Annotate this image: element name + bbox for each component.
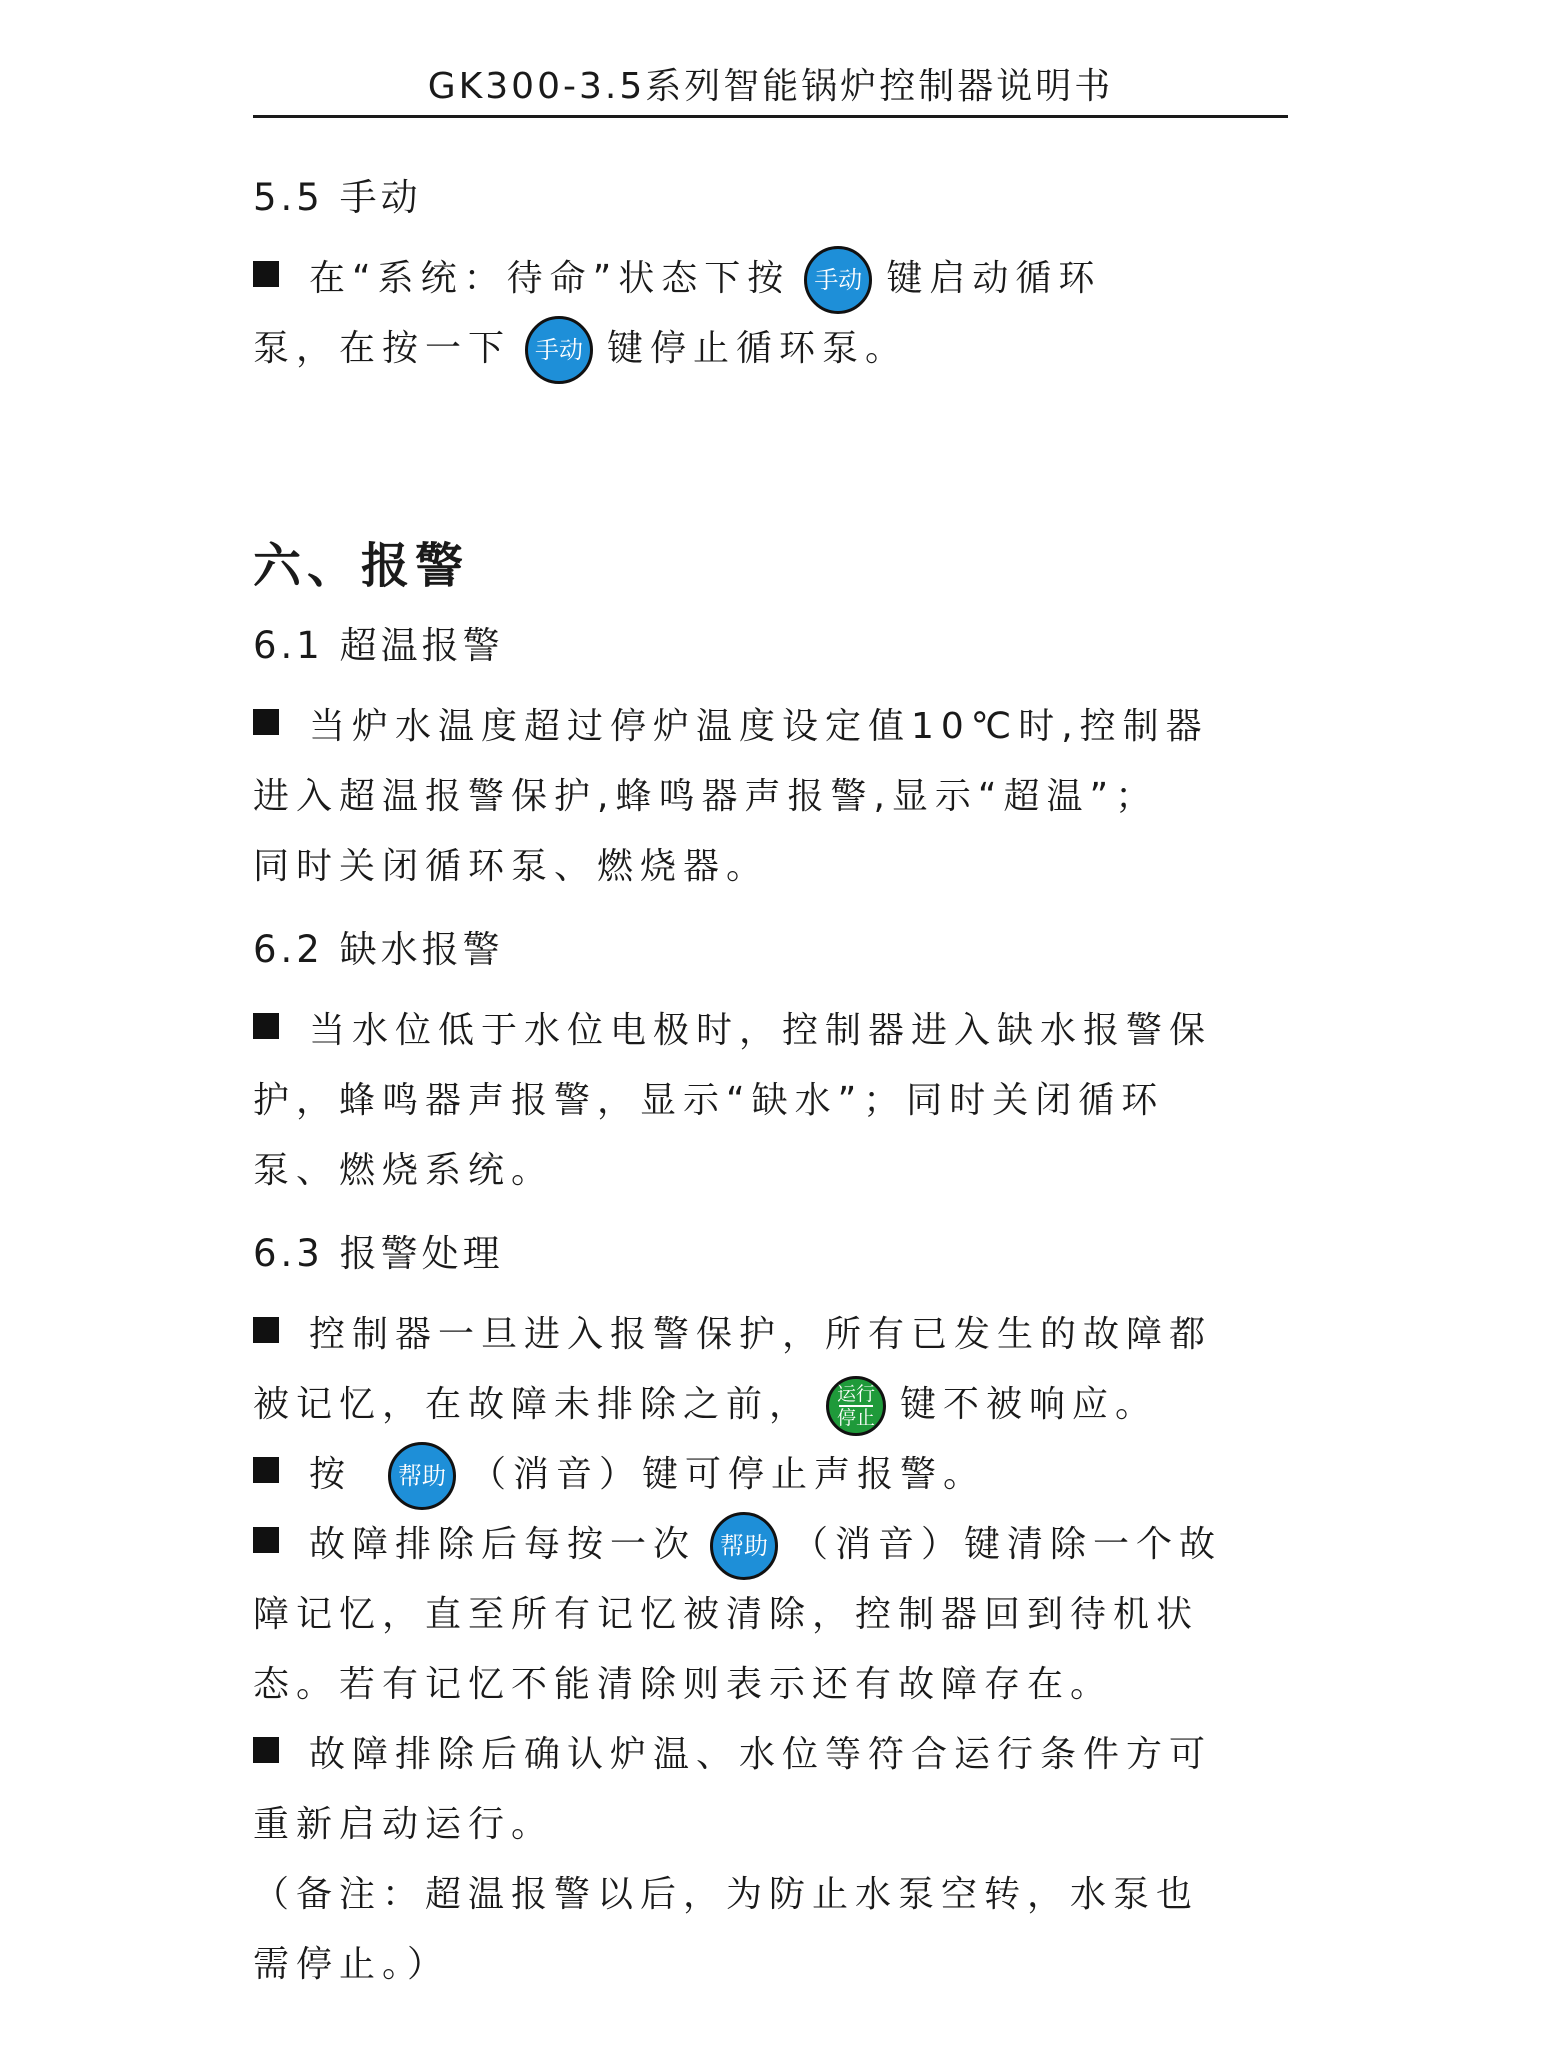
section-6-3-heading: 6.3 报警处理	[253, 1232, 504, 1275]
document-header: GK300-3.5系列智能锅炉控制器说明书	[427, 66, 1114, 107]
bullet-square-icon	[253, 1457, 279, 1483]
manual-key-icon: 手动	[525, 316, 593, 384]
section-5-5-paragraph: 在“系统：待命”状态下按 手动 键启动循环 泵，在按一下 手动 键停止循环泵。	[253, 244, 1288, 384]
section-6-heading: 六、报警	[253, 538, 470, 594]
header-rule	[253, 115, 1288, 118]
section-6-1-paragraph: 当炉水温度超过停炉温度设定值10℃时,控制器 进入超温报警保护,蜂鸣器声报警,显示“超温”； 同时关闭循环泵、燃烧器。	[253, 706, 1209, 887]
help-key-icon: 帮助	[710, 1512, 778, 1580]
help-key-icon: 帮助	[388, 1442, 456, 1510]
bullet-square-icon	[253, 261, 279, 287]
run-stop-key-icon: 运行 停止	[826, 1376, 886, 1436]
note-line-1: （备注：超温报警以后，为防止水泵空转，水泵也	[253, 1874, 1200, 1915]
page-content	[253, 150, 1288, 2000]
note-line-2: 需停止。）	[253, 1944, 451, 1985]
section-6-2-paragraph: 当水位低于水位电极时，控制器进入缺水报警保 护，蜂鸣器声报警，显示“缺水”；同时关闭循环 泵、燃烧系统。	[253, 1010, 1213, 1191]
section-6-2-heading: 6.2 缺水报警	[253, 928, 504, 971]
bullet-square-icon	[253, 709, 279, 735]
section-6-3-paragraph: 控制器一旦进入报警保护，所有已发生的故障都 被记忆，在故障未排除之前， 运行 停止 键不被响应。 按 帮助 （消音）键可停止声报警。 故障排除后每按一次 帮助 （消音）键清除一个故 障记忆，直至所有记忆被清除，控制器回到待机状 态。若有记忆不能清除则表示还有故障存在。 故障排除后确认炉温、水位等符合运行条件方可 重新启动运行。 （备注：超温报警以后，为防止水泵空转，水泵也 需停止。）	[253, 1314, 1223, 1985]
bullet-square-icon	[253, 1013, 279, 1039]
manual-key-icon: 手动	[804, 246, 872, 314]
bullet-square-icon	[253, 1317, 279, 1343]
section-5-5-heading: 5.5 手动	[253, 176, 422, 219]
bullet-square-icon	[253, 1737, 279, 1763]
bullet-square-icon	[253, 1527, 279, 1553]
section-6-1-heading: 6.1 超温报警	[253, 624, 504, 667]
